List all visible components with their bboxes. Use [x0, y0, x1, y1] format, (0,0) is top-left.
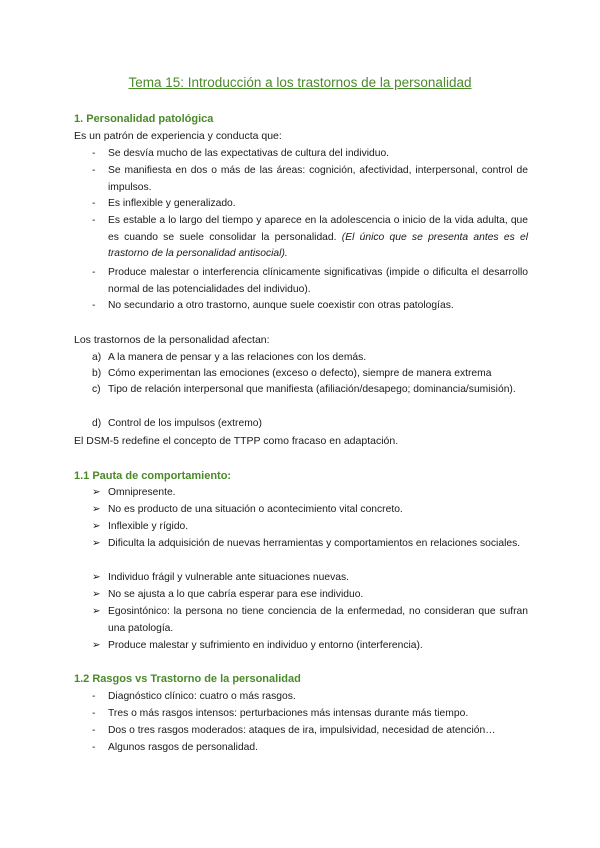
list-item: - No secundario a otro trastorno, aunque suele coexistir con otras patologías.	[92, 298, 528, 315]
italic-note: (El único que se presenta antes es el trastorno de la personalidad antisocial).	[108, 231, 528, 259]
list-item: ➢ Omnipresente.	[92, 485, 528, 502]
dash-marker: -	[92, 267, 96, 278]
dash-marker: -	[92, 691, 96, 702]
arrow-marker: ➢	[92, 521, 101, 532]
list-item: - Se desvía mucho de las expectativas de cultura del individuo.	[92, 146, 528, 163]
dash-marker: -	[92, 148, 96, 159]
list-item: ➢ Individuo frágil y vulnerable ante situaciones nuevas.	[92, 570, 528, 587]
list-item: - Es inflexible y generalizado.	[92, 196, 528, 213]
lettered-item: a) A la manera de pensar y a las relaciones con los demás.	[92, 350, 528, 367]
dash-marker: -	[92, 198, 96, 209]
dash-marker: -	[92, 215, 96, 226]
dash-marker: -	[92, 708, 96, 719]
list-item: - Tres o más rasgos intensos: perturbaciones más intensas durante más tiempo.	[92, 706, 528, 723]
dash-marker: -	[92, 742, 96, 753]
list-item: - Diagnóstico clínico: cuatro o más rasgos.	[92, 689, 528, 706]
arrow-marker: ➢	[92, 572, 101, 583]
lettered-item: c) Tipo de relación interpersonal que manifiesta (afiliación/desapego; dominancia/sumisión).	[92, 382, 528, 399]
letter-marker: b)	[92, 368, 102, 379]
dsm-note: El DSM-5 redefine el concepto de TTPP como fracaso en adaptación.	[74, 435, 399, 447]
arrow-marker: ➢	[92, 589, 101, 600]
arrow-marker: ➢	[92, 538, 101, 549]
list-item: - Dos o tres rasgos moderados: ataques de ira, impulsividad, necesidad de atención…	[92, 723, 528, 740]
list-item: ➢ No se ajusta a lo que cabría esperar para ese individuo.	[92, 587, 528, 604]
dash-marker: -	[92, 300, 96, 311]
list-item: - Se manifiesta en dos o más de las áreas: cognición, afectividad, interpersonal, control de impulsos.	[92, 165, 528, 193]
lettered-item: b) Cómo experimentan las emociones (exceso o defecto), siempre de manera extrema	[92, 366, 528, 383]
lettered-item: d) Control de los impulsos (extremo)	[92, 416, 528, 433]
section-1-2-heading: 1.2 Rasgos vs Trastorno de la personalidad	[74, 673, 301, 685]
arrow-marker: ➢	[92, 504, 101, 515]
list-item: ➢ Egosintónico: la persona no tiene conciencia de la enfermedad, no consideran que sufran una patología.	[92, 606, 528, 634]
section-1-intro: Es un patrón de experiencia y conducta que:	[74, 130, 282, 142]
list-item: - Produce malestar o interferencia clínicamente significativas (impide o dificulta el desarrollo normal de las potencialidades del individuo).	[92, 267, 528, 295]
letter-marker: a)	[92, 352, 102, 363]
document-title: Tema 15: Introducción a los trastornos de la personalidad	[128, 75, 472, 90]
list-item: ➢ Inflexible y rígido.	[92, 519, 528, 536]
arrow-marker: ➢	[92, 606, 101, 617]
list-item: - Es estable a lo largo del tiempo y aparece en la adolescencia o inicio de la vida adulta, que es cuando se suele consolidar la personalidad. (El único que se presenta antes es el trastorno de la personalidad antisocial).	[92, 215, 528, 259]
list-item: ➢ Produce malestar y sufrimiento en individuo y entorno (interferencia).	[92, 638, 528, 655]
arrow-marker: ➢	[92, 640, 101, 651]
affect-intro: Los trastornos de la personalidad afectan:	[74, 334, 270, 346]
list-item: - Algunos rasgos de personalidad.	[92, 740, 528, 757]
dash-marker: -	[92, 725, 96, 736]
list-item: ➢ No es producto de una situación o acontecimiento vital concreto.	[92, 502, 528, 519]
letter-marker: d)	[92, 418, 102, 429]
section-1-1-heading: 1.1 Pauta de comportamiento:	[74, 470, 232, 482]
list-item: ➢ Dificulta la adquisición de nuevas herramientas y comportamientos en relaciones sociales.	[92, 536, 528, 553]
arrow-marker: ➢	[92, 487, 101, 498]
section-1-heading: 1. Personalidad patológica	[74, 113, 214, 125]
dash-marker: -	[92, 165, 96, 176]
letter-marker: c)	[92, 384, 101, 395]
